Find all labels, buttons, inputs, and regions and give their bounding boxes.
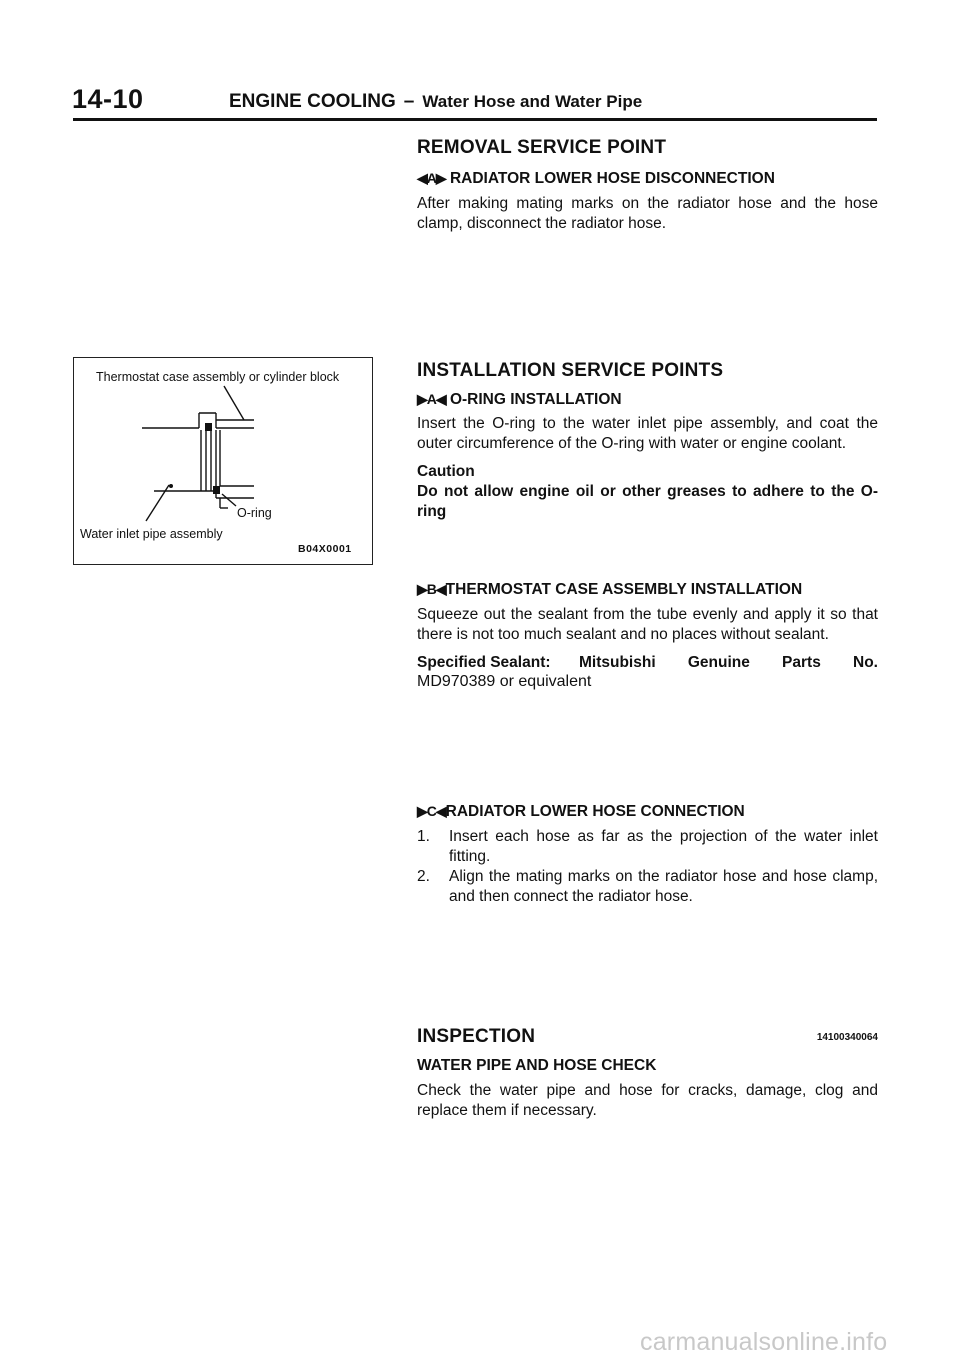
- radiator-connection-section: [417, 803, 878, 907]
- removal-text: After making mating marks on the radiator hose and the hose clamp, disconnect the radiator hose.: [417, 195, 878, 232]
- leader-top: [224, 386, 244, 420]
- mark-b: ▶B◀: [417, 581, 446, 597]
- sealant-spec: [417, 653, 878, 673]
- section-title: ENGINE COOLING: [229, 91, 396, 112]
- removal-heading: REMOVAL SERVICE POINT: [417, 137, 667, 158]
- removal-item-title: [417, 170, 878, 188]
- oring-installation-title: [417, 391, 878, 409]
- water-pipe-check-title: WATER PIPE AND HOSE CHECK: [417, 1057, 657, 1074]
- pipe-point: [169, 484, 173, 488]
- inspection-heading: INSPECTION: [417, 1026, 536, 1047]
- mark-a: ▶A◀: [417, 391, 446, 407]
- list-item: [417, 827, 878, 867]
- removal-mark: ◀A▶: [417, 170, 446, 186]
- installation-section: [417, 360, 878, 522]
- watermark: carmanualsonline.info: [640, 1328, 888, 1356]
- mark-c: ▶C◀: [417, 803, 446, 819]
- list-item: [417, 867, 878, 907]
- oring-installation-text: Insert the O-ring to the water inlet pipe assembly, and coat the outer circumference of the O-ring with water or engine coolant.: [417, 415, 878, 452]
- water-pipe-check-text: Check the water pipe and hose for cracks, damage, clog and replace them if necessary.: [417, 1082, 878, 1119]
- page-number: 14-10: [72, 84, 144, 114]
- oring-diagram: [73, 357, 373, 565]
- oring-lower: [213, 486, 220, 494]
- sealant-value-1: Mitsubishi Genuine Parts No.: [579, 654, 878, 671]
- step-number: 1.: [417, 828, 430, 845]
- leader-oring: [222, 494, 236, 506]
- oring-installation-label: O-RING INSTALLATION: [449, 391, 622, 408]
- reference-code: 14100340064: [816, 1031, 878, 1043]
- step-text: Insert each hose as far as the projection of the water inlet fitting.: [449, 828, 878, 865]
- header-title: [229, 91, 642, 113]
- connection-steps: [417, 827, 878, 907]
- caution-text: Do not allow engine oil or other greases to adhere to the O-ring: [417, 483, 878, 520]
- thermostat-text: Squeeze out the sealant from the tube evenly and apply it so that there is not too much sealant and no places without sealant.: [417, 606, 878, 643]
- radiator-connection-title: [417, 803, 878, 821]
- inspection-header: [417, 1026, 878, 1048]
- step-number: 2.: [417, 868, 430, 885]
- label-oring: O-ring: [237, 506, 272, 520]
- step-text: Align the mating marks on the radiator hose and hose clamp, and then connect the radiator hose.: [449, 868, 878, 905]
- label-thermostat-case: Thermostat case assembly or cylinder block: [96, 370, 340, 384]
- removal-section: [417, 137, 878, 234]
- title-dash: –: [403, 91, 415, 112]
- thermostat-title: [417, 581, 878, 599]
- figure-code: B04X0001: [298, 543, 352, 555]
- sealant-value-2: MD970389 or equivalent: [417, 673, 592, 690]
- removal-item-label: RADIATOR LOWER HOSE DISCONNECTION: [449, 170, 775, 187]
- header-rule: [73, 118, 877, 121]
- installation-heading: INSTALLATION SERVICE POINTS: [417, 360, 724, 381]
- subsection-title: Water Hose and Water Pipe: [422, 92, 643, 111]
- inspection-section: [417, 1026, 878, 1121]
- thermostat-section: [417, 581, 878, 691]
- label-water-inlet-pipe: Water inlet pipe assembly: [80, 527, 223, 541]
- oring-upper: [205, 423, 212, 431]
- sealant-label: Specified Sealant:: [417, 654, 551, 671]
- radiator-connection-label: RADIATOR LOWER HOSE CONNECTION: [445, 803, 745, 820]
- thermostat-label: THERMOSTAT CASE ASSEMBLY INSTALLATION: [445, 581, 803, 598]
- caution-label: Caution: [417, 463, 475, 480]
